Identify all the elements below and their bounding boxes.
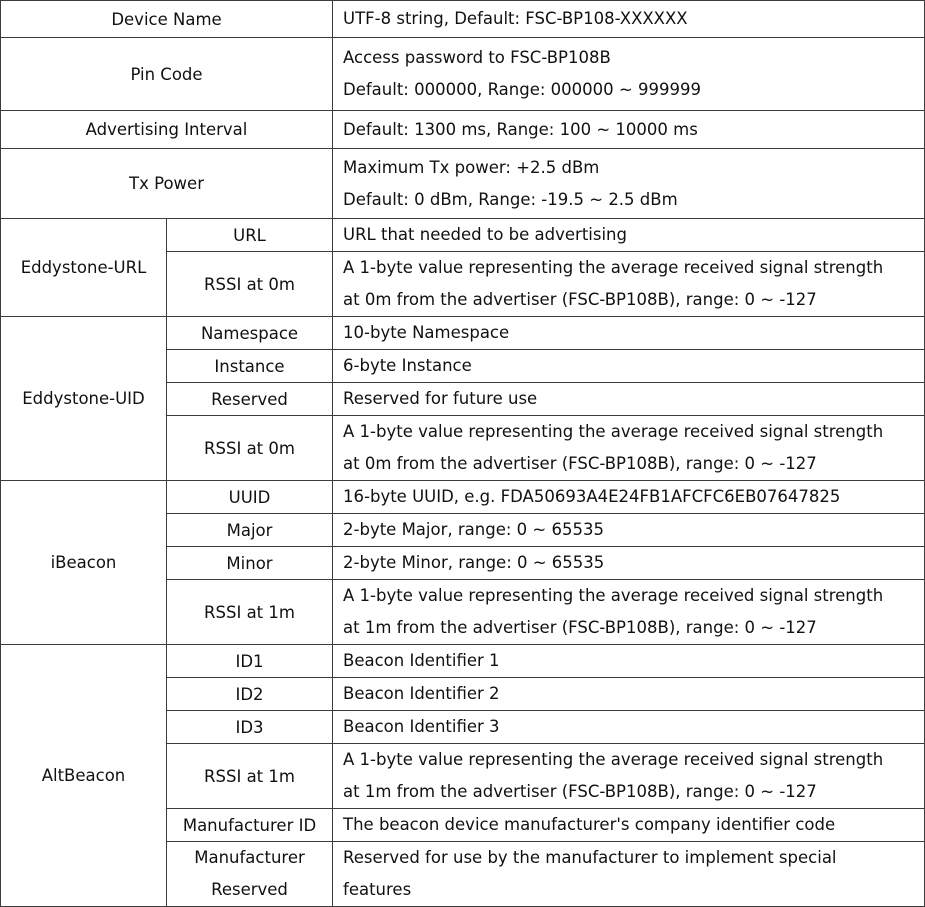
desc-mfr-reserved-line2: features	[343, 880, 412, 899]
desc-eddystone-url-rssi	[333, 252, 925, 317]
desc-pin-code	[333, 38, 925, 111]
desc-instance: 6-byte Instance	[333, 350, 925, 383]
desc-tx-power	[333, 149, 925, 219]
group-ibeacon: iBeacon	[1, 481, 167, 645]
param-minor: Minor	[167, 547, 333, 580]
param-eddystone-uid-rssi: RSSI at 0m	[167, 416, 333, 481]
param-eddystone-url-rssi: RSSI at 0m	[167, 252, 333, 317]
desc-mfr-reserved-line1: Reserved for use by the manufacturer to implement special	[343, 848, 837, 867]
desc-ibeacon-rssi	[333, 580, 925, 645]
row-tx-power	[1, 149, 925, 219]
row-device-name	[1, 1, 925, 38]
group-altbeacon: AltBeacon	[1, 645, 167, 907]
desc-altbeacon-rssi-line2: at 1m from the advertiser (FSC-BP108B), range: 0 ~ -127	[343, 782, 817, 801]
param-instance: Instance	[167, 350, 333, 383]
desc-ibeacon-rssi-line1: A 1-byte value representing the average received signal strength	[343, 586, 884, 605]
desc-altbeacon-rssi	[333, 744, 925, 809]
param-namespace: Namespace	[167, 317, 333, 350]
param-major: Major	[167, 514, 333, 547]
param-id2: ID2	[167, 678, 333, 711]
desc-altbeacon-rssi-line1: A 1-byte value representing the average received signal strength	[343, 750, 884, 769]
desc-pin-code-line2: Default: 000000, Range: 000000 ~ 999999	[343, 80, 701, 99]
desc-major: 2-byte Major, range: 0 ~ 65535	[333, 514, 925, 547]
param-ibeacon-rssi: RSSI at 1m	[167, 580, 333, 645]
group-eddystone-url: Eddystone-URL	[1, 219, 167, 317]
desc-namespace: 10-byte Namespace	[333, 317, 925, 350]
desc-mfr-reserved	[333, 842, 925, 907]
param-mfr-id: Manufacturer ID	[167, 809, 333, 842]
row-ibeacon-uuid	[1, 481, 925, 514]
desc-minor: 2-byte Minor, range: 0 ~ 65535	[333, 547, 925, 580]
param-id3: ID3	[167, 711, 333, 744]
param-reserved: Reserved	[167, 383, 333, 416]
desc-eddystone-url-rssi-line1: A 1-byte value representing the average received signal strength	[343, 258, 884, 277]
desc-eddystone-url-rssi-line2: at 0m from the advertiser (FSC-BP108B), range: 0 ~ -127	[343, 290, 817, 309]
desc-eddystone-uid-rssi-line2: at 0m from the advertiser (FSC-BP108B), range: 0 ~ -127	[343, 454, 817, 473]
param-adv-interval: Advertising Interval	[1, 111, 333, 149]
group-eddystone-uid: Eddystone-UID	[1, 317, 167, 481]
param-mfr-reserved-line2: Reserved	[211, 880, 288, 899]
param-mfr-reserved	[167, 842, 333, 907]
param-altbeacon-rssi: RSSI at 1m	[167, 744, 333, 809]
param-mfr-reserved-line1: Manufacturer	[194, 848, 305, 867]
row-adv-interval	[1, 111, 925, 149]
param-url: URL	[167, 219, 333, 252]
desc-mfr-id: The beacon device manufacturer's company identifier code	[333, 809, 925, 842]
desc-device-name: UTF-8 string, Default: FSC-BP108-XXXXXX	[333, 1, 925, 38]
param-id1: ID1	[167, 645, 333, 678]
desc-eddystone-uid-rssi-line1: A 1-byte value representing the average received signal strength	[343, 422, 884, 441]
desc-pin-code-line1: Access password to FSC-BP108B	[343, 48, 611, 67]
param-uuid: UUID	[167, 481, 333, 514]
desc-url: URL that needed to be advertising	[333, 219, 925, 252]
desc-tx-power-line2: Default: 0 dBm, Range: -19.5 ~ 2.5 dBm	[343, 189, 678, 209]
desc-eddystone-uid-rssi	[333, 416, 925, 481]
desc-uuid: 16-byte UUID, e.g. FDA50693A4E24FB1AFCFC6EB07647825	[333, 481, 925, 514]
desc-ibeacon-rssi-line2: at 1m from the advertiser (FSC-BP108B), range: 0 ~ -127	[343, 618, 817, 637]
desc-id3: Beacon Identifier 3	[333, 711, 925, 744]
param-device-name: Device Name	[1, 1, 333, 38]
desc-reserved: Reserved for future use	[333, 383, 925, 416]
desc-id2: Beacon Identifier 2	[333, 678, 925, 711]
row-eddystone-url-url	[1, 219, 925, 252]
param-pin-code: Pin Code	[1, 38, 333, 111]
row-eddystone-uid-namespace	[1, 317, 925, 350]
desc-tx-power-line1: Maximum Tx power: +2.5 dBm	[343, 157, 600, 177]
param-tx-power: Tx Power	[1, 149, 333, 219]
desc-adv-interval: Default: 1300 ms, Range: 100 ~ 10000 ms	[333, 111, 925, 149]
desc-id1: Beacon Identifier 1	[333, 645, 925, 678]
row-altbeacon-id1	[1, 645, 925, 678]
row-pin-code	[1, 38, 925, 111]
